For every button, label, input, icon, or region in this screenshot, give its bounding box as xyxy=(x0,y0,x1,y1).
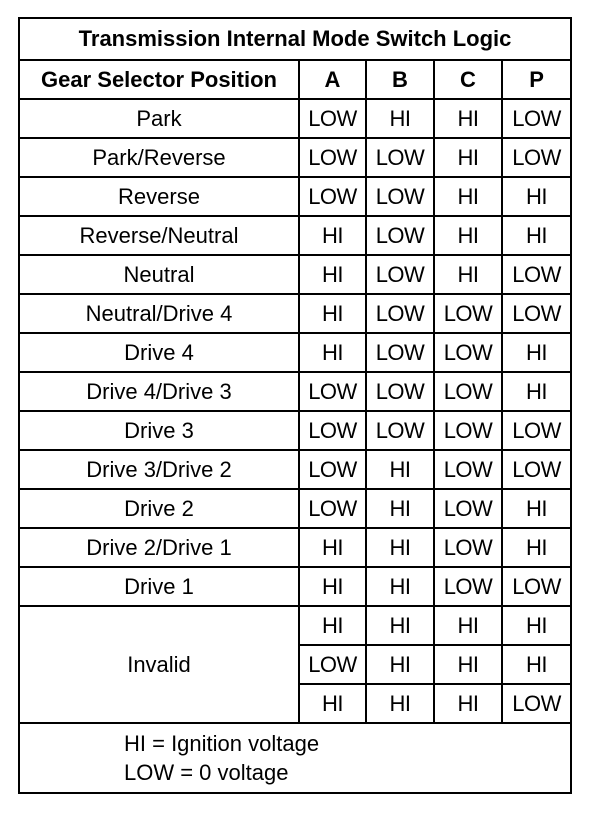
gear-position-cell-invalid: Invalid xyxy=(19,606,299,723)
table-row xyxy=(19,333,571,372)
value-cell-p: HI xyxy=(502,528,571,567)
value-cell-c: LOW xyxy=(434,372,502,411)
table-row xyxy=(19,528,571,567)
table-row xyxy=(19,138,571,177)
value-cell-c: HI xyxy=(434,216,502,255)
value-cell-b: HI xyxy=(366,567,434,606)
gear-position-cell: Drive 3/Drive 2 xyxy=(19,450,299,489)
table-row xyxy=(19,372,571,411)
header-a: A xyxy=(299,60,366,99)
legend-row xyxy=(19,723,571,793)
value-cell-a: LOW xyxy=(299,177,366,216)
gear-position-cell: Drive 4 xyxy=(19,333,299,372)
value-cell-c: LOW xyxy=(434,450,502,489)
value-cell-p: HI xyxy=(502,333,571,372)
table-row xyxy=(19,489,571,528)
value-cell-p: LOW xyxy=(502,255,571,294)
value-cell-b: HI xyxy=(366,489,434,528)
value-cell-c: HI xyxy=(434,138,502,177)
header-row xyxy=(19,60,571,99)
table-body xyxy=(19,99,571,723)
gear-position-cell: Park/Reverse xyxy=(19,138,299,177)
value-cell-c: HI xyxy=(434,255,502,294)
value-cell-c: LOW xyxy=(434,567,502,606)
legend-hi: HI = Ignition voltage xyxy=(124,731,320,756)
value-cell-b: HI xyxy=(366,684,434,723)
gear-position-cell: Reverse xyxy=(19,177,299,216)
value-cell-p: LOW xyxy=(502,99,571,138)
value-cell-b: LOW xyxy=(366,411,434,450)
gear-position-cell: Park xyxy=(19,99,299,138)
table-row xyxy=(19,177,571,216)
table-row xyxy=(19,255,571,294)
value-cell-c: HI xyxy=(434,99,502,138)
value-cell-p: HI xyxy=(502,606,571,645)
value-cell-b: HI xyxy=(366,528,434,567)
value-cell-c: LOW xyxy=(434,333,502,372)
value-cell-p: LOW xyxy=(502,138,571,177)
value-cell-a: HI xyxy=(299,255,366,294)
value-cell-a: HI xyxy=(299,606,366,645)
value-cell-a: LOW xyxy=(299,450,366,489)
value-cell-b: LOW xyxy=(366,294,434,333)
value-cell-b: LOW xyxy=(366,216,434,255)
header-c: C xyxy=(434,60,502,99)
value-cell-p: LOW xyxy=(502,684,571,723)
value-cell-c: LOW xyxy=(434,489,502,528)
value-cell-p: LOW xyxy=(502,450,571,489)
value-cell-c: HI xyxy=(434,177,502,216)
value-cell-a: LOW xyxy=(299,372,366,411)
value-cell-p: HI xyxy=(502,216,571,255)
mode-switch-logic-table xyxy=(18,17,572,794)
value-cell-a: HI xyxy=(299,528,366,567)
gear-position-cell: Neutral xyxy=(19,255,299,294)
value-cell-b: LOW xyxy=(366,372,434,411)
title-row xyxy=(19,18,571,60)
value-cell-c: LOW xyxy=(434,294,502,333)
value-cell-a: HI xyxy=(299,216,366,255)
gear-position-cell: Drive 1 xyxy=(19,567,299,606)
header-gear-selector-position: Gear Selector Position xyxy=(19,60,299,99)
value-cell-a: LOW xyxy=(299,138,366,177)
table-row xyxy=(19,294,571,333)
value-cell-b: HI xyxy=(366,450,434,489)
gear-position-cell: Drive 2/Drive 1 xyxy=(19,528,299,567)
value-cell-a: HI xyxy=(299,333,366,372)
value-cell-c: HI xyxy=(434,684,502,723)
value-cell-b: HI xyxy=(366,99,434,138)
value-cell-a: HI xyxy=(299,684,366,723)
gear-position-cell: Reverse/Neutral xyxy=(19,216,299,255)
value-cell-b: LOW xyxy=(366,333,434,372)
gear-position-cell: Drive 2 xyxy=(19,489,299,528)
value-cell-b: HI xyxy=(366,606,434,645)
value-cell-b: LOW xyxy=(366,255,434,294)
table-row xyxy=(19,99,571,138)
value-cell-c: LOW xyxy=(434,411,502,450)
value-cell-c: HI xyxy=(434,606,502,645)
table-row xyxy=(19,216,571,255)
gear-position-cell: Drive 4/Drive 3 xyxy=(19,372,299,411)
value-cell-p: LOW xyxy=(502,411,571,450)
value-cell-p: LOW xyxy=(502,294,571,333)
value-cell-p: HI xyxy=(502,372,571,411)
value-cell-c: LOW xyxy=(434,528,502,567)
table-row xyxy=(19,411,571,450)
table-title: Transmission Internal Mode Switch Logic xyxy=(19,18,571,60)
gear-position-cell: Drive 3 xyxy=(19,411,299,450)
table-row xyxy=(19,450,571,489)
table-row xyxy=(19,567,571,606)
value-cell-p: HI xyxy=(502,645,571,684)
table-row xyxy=(19,606,571,645)
value-cell-b: LOW xyxy=(366,138,434,177)
gear-position-cell: Neutral/Drive 4 xyxy=(19,294,299,333)
header-p: P xyxy=(502,60,571,99)
header-b: B xyxy=(366,60,434,99)
value-cell-a: LOW xyxy=(299,489,366,528)
legend xyxy=(19,723,571,793)
value-cell-a: LOW xyxy=(299,645,366,684)
value-cell-p: LOW xyxy=(502,567,571,606)
value-cell-b: LOW xyxy=(366,177,434,216)
value-cell-a: HI xyxy=(299,567,366,606)
value-cell-a: HI xyxy=(299,294,366,333)
value-cell-a: LOW xyxy=(299,99,366,138)
value-cell-p: HI xyxy=(502,177,571,216)
value-cell-p: HI xyxy=(502,489,571,528)
value-cell-c: HI xyxy=(434,645,502,684)
value-cell-a: LOW xyxy=(299,411,366,450)
legend-low: LOW = 0 voltage xyxy=(124,760,289,785)
value-cell-b: HI xyxy=(366,645,434,684)
